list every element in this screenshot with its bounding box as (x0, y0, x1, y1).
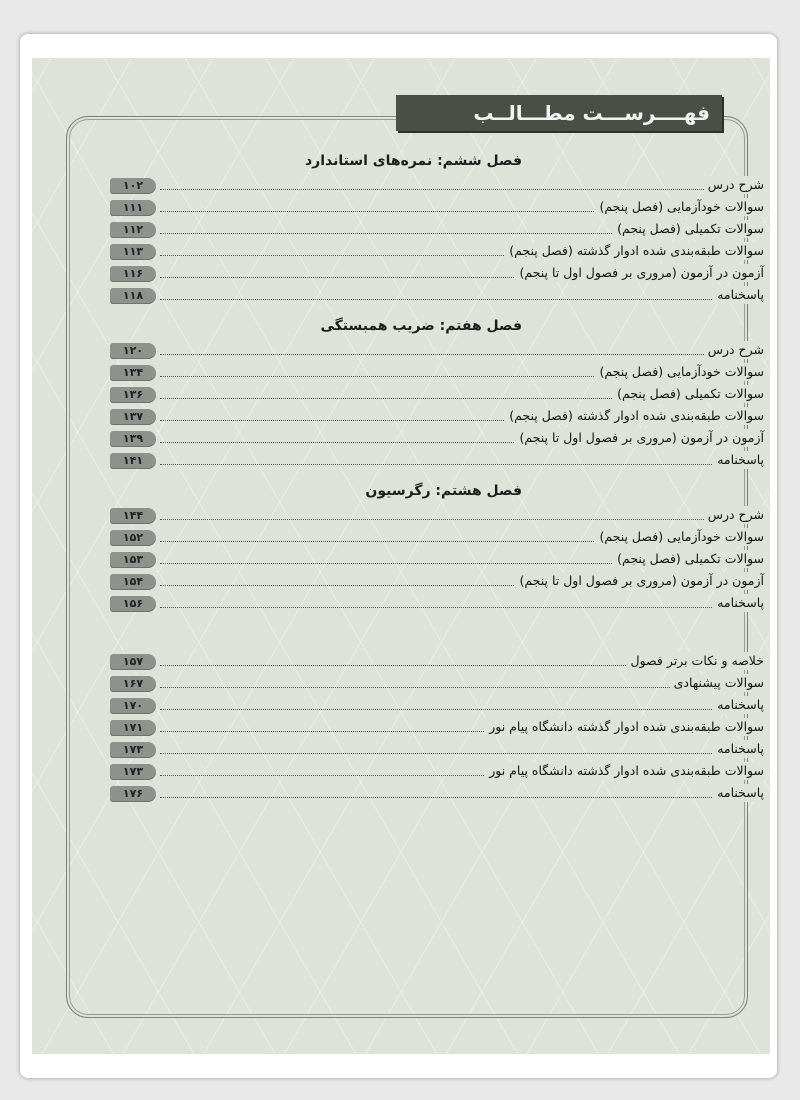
entry-label: سوالات تکمیلی (فصل پنجم) (613, 550, 764, 568)
toc-entry (110, 506, 764, 526)
entry-label: سوالات خودآزمایی (فصل پنجم) (595, 363, 764, 381)
entry-label: سوالات پیشنهادی (670, 674, 764, 692)
entry-label: خلاصه و نکات برتر فصول (627, 652, 765, 670)
page-number-badge: ۱۳۹ (110, 431, 156, 447)
entry-label: آزمون در آزمون (مروری بر فصول اول تا پنجم) (515, 429, 764, 447)
toc-entry (110, 762, 764, 782)
toc-title: فهــــرســـت مطـــالــب (396, 95, 722, 131)
page-number-badge: ۱۴۴ (110, 508, 156, 524)
page-number-badge: ۱۷۱ (110, 720, 156, 736)
page-number-badge: ۱۵۴ (110, 574, 156, 590)
page-number-badge: ۱۳۴ (110, 365, 156, 381)
toc-entry (110, 740, 764, 760)
page-number-badge: ۱۶۷ (110, 676, 156, 692)
toc-entry (110, 286, 764, 306)
toc-entry (110, 220, 764, 240)
page-number-badge: ۱۱۱ (110, 200, 156, 216)
entry-label: پاسخنامه (713, 740, 764, 758)
toc-entry (110, 341, 764, 361)
entry-label: شرح درس (704, 341, 764, 359)
page-number-badge: ۱۷۳ (110, 764, 156, 780)
entry-label: آزمون در آزمون (مروری بر فصول اول تا پنجم) (515, 572, 764, 590)
page-number-badge: ۱۵۷ (110, 654, 156, 670)
toc-entry (110, 528, 764, 548)
page-number-badge: ۱۴۱ (110, 453, 156, 469)
toc-entry (110, 385, 764, 405)
page-number-badge: ۱۱۶ (110, 266, 156, 282)
section-heading: فصل ششم: نمره‌های استاندارد (304, 153, 522, 169)
page-number-badge: ۱۷۳ (110, 742, 156, 758)
entry-label: سوالات طبقه‌بندی شده ادوار گذشته (فصل پنجم) (505, 407, 764, 425)
toc-entry (110, 363, 764, 383)
page-number-badge: ۱۵۳ (110, 552, 156, 568)
toc-entry (110, 784, 764, 804)
toc-entry (110, 674, 764, 694)
section-heading: فصل هشتم: رگرسیون (365, 483, 522, 499)
page-number-badge: ۱۳۶ (110, 387, 156, 403)
page-number-badge: ۱۰۲ (110, 178, 156, 194)
page-number-badge: ۱۱۳ (110, 244, 156, 260)
entry-label: پاسخنامه (713, 286, 764, 304)
entry-label: پاسخنامه (713, 594, 764, 612)
page-number-badge: ۱۷۶ (110, 786, 156, 802)
entry-label: پاسخنامه (713, 696, 764, 714)
page-number-badge: ۱۵۶ (110, 596, 156, 612)
page-number-badge: ۱۱۲ (110, 222, 156, 238)
title-rule (182, 116, 397, 117)
page-number-badge: ۱۷۰ (110, 698, 156, 714)
toc-entry (110, 176, 764, 196)
toc-entry (110, 451, 764, 471)
page-number-badge: ۱۲۰ (110, 343, 156, 359)
toc-entry (110, 718, 764, 738)
entry-label: شرح درس (704, 506, 764, 524)
toc-entry (110, 198, 764, 218)
toc-entry (110, 652, 764, 672)
toc-entry (110, 429, 764, 449)
entry-label: سوالات طبقه‌بندی شده ادوار گذشته دانشگاه پیام نور (485, 762, 764, 780)
toc-entry (110, 572, 764, 592)
toc-entry (110, 242, 764, 262)
book-page (32, 58, 770, 1054)
toc-entry (110, 594, 764, 614)
page-number-badge: ۱۵۲ (110, 530, 156, 546)
entry-label: پاسخنامه (713, 784, 764, 802)
entry-label: سوالات طبقه‌بندی شده ادوار گذشته (فصل پنجم) (505, 242, 764, 260)
entry-label: آزمون در آزمون (مروری بر فصول اول تا پنجم) (515, 264, 764, 282)
entry-label: پاسخنامه (713, 451, 764, 469)
section-heading: فصل هفتم: ضریب همبستگی (320, 318, 522, 334)
toc-entry (110, 264, 764, 284)
page-number-badge: ۱۳۷ (110, 409, 156, 425)
toc-entry (110, 696, 764, 716)
entry-label: شرح درس (704, 176, 764, 194)
page-number-badge: ۱۱۸ (110, 288, 156, 304)
toc-entry (110, 550, 764, 570)
entry-label: سوالات تکمیلی (فصل پنجم) (613, 385, 764, 403)
entry-label: سوالات تکمیلی (فصل پنجم) (613, 220, 764, 238)
entry-label: سوالات خودآزمایی (فصل پنجم) (595, 198, 764, 216)
entry-label: سوالات خودآزمایی (فصل پنجم) (595, 528, 764, 546)
toc-entry (110, 407, 764, 427)
entry-label: سوالات طبقه‌بندی شده ادوار گذشته دانشگاه پیام نور (485, 718, 764, 736)
